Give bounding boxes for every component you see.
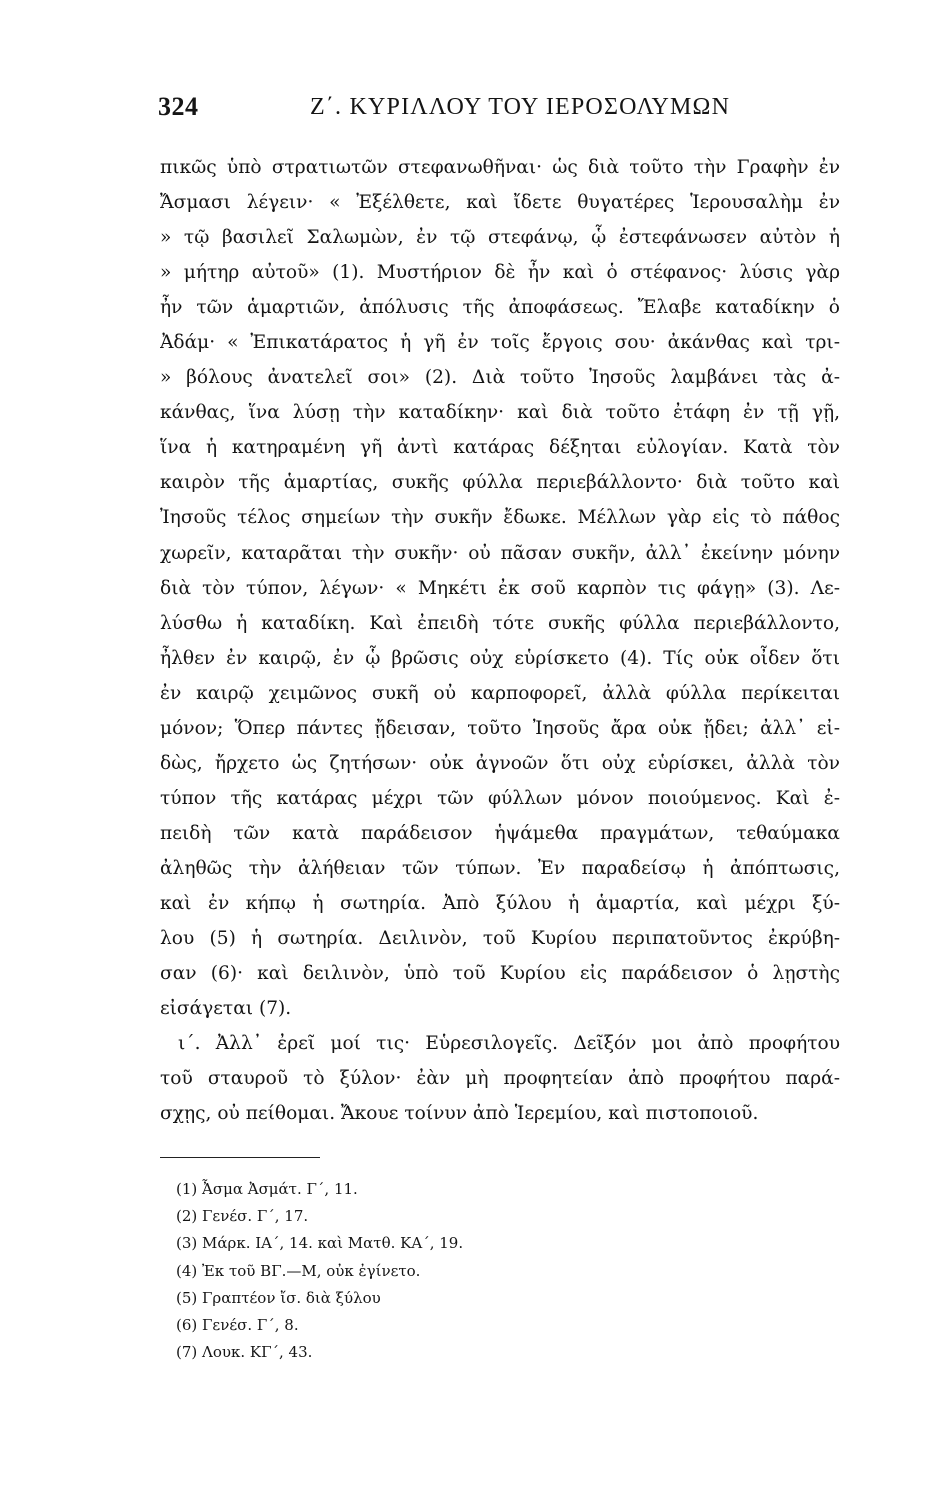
text-line: καὶ ἐν κήπῳ ἡ σωτηρία. Ἀπὸ ξύλου ἡ ἁμαρτία, καὶ μέχρι ξύ- (160, 892, 840, 914)
text-line: χωρεῖν, καταρᾶται τὴν συκῆν· οὐ πᾶσαν συκῆν, ἀλλ᾽ ἐκείνην μόνην (160, 542, 840, 564)
text-line: μόνον; Ὅπερ πάντες ᾔδεισαν, τοῦτο Ἰησοῦς ἄρα οὐκ ᾔδει; ἀλλ᾽ εἰ- (160, 717, 840, 739)
text-line: λου (5) ἡ σωτηρία. Δειλινὸν, τοῦ Κυρίου περιπατοῦντος ἐκρύβη- (160, 928, 840, 950)
page-number: 324 (158, 92, 199, 121)
text-line: ἦν τῶν ἁμαρτιῶν, ἀπόλυσις τῆς ἀποφάσεως. Ἔλαβε καταδίκην ὁ (160, 297, 840, 319)
text-line: » τῷ βασιλεῖ Σαλωμὼν, ἐν τῷ στεφάνῳ, ᾧ ἐστεφάνωσεν αὐτὸν ἡ (160, 227, 840, 249)
text-line: Ἄσμασι λέγειν· « Ἐξέλθετε, καὶ ἴδετε θυγατέρες Ἱερουσαλὴμ ἐν (160, 192, 840, 214)
footnote: (1) Ἆσμα Ἀσμάτ. Γ΄, 11. (176, 1180, 358, 1198)
text-line: ι΄. Ἀλλ᾽ ἐρεῖ μοί τις· Εὑρεσιλογεῖς. Δεῖξόν μοι ἀπὸ προφήτου (178, 1033, 840, 1055)
footnote: (3) Μάρκ. ΙΑ΄, 14. καὶ Ματθ. ΚΑ΄, 19. (176, 1234, 464, 1253)
text-line: ἦλθεν ἐν καιρῷ, ἐν ᾧ βρῶσις οὐχ εὑρίσκετο (4). Τίς οὐκ οἶδεν ὅτι (160, 647, 840, 669)
footnote: (7) Λουκ. ΚΓ΄, 43. (176, 1343, 313, 1362)
main-text (160, 150, 840, 1131)
footnote: (2) Γενέσ. Γ΄, 17. (176, 1207, 309, 1226)
text-line: ἐν καιρῷ χειμῶνος συκῆ οὐ καρποφορεῖ, ἀλλὰ φύλλα περίκειται (160, 682, 840, 704)
footnote: (6) Γενέσ. Γ΄, 8. (176, 1315, 299, 1334)
text-line: διὰ τὸν τύπον, λέγων· « Μηκέτι ἐκ σοῦ καρπὸν τις φάγῃ» (3). Λε- (160, 577, 840, 599)
text-line: ἀληθῶς τὴν ἀλήθειαν τῶν τύπων. Ἐν παραδείσῳ ἡ ἀπόπτωσις, (160, 857, 840, 879)
text-line: καιρὸν τῆς ἁμαρτίας, συκῆς φύλλα περιεβάλλοντο· διὰ τοῦτο καὶ (160, 472, 840, 494)
text-line: ἵνα ἡ κατηραμένη γῆ ἀντὶ κατάρας δέξηται εὐλογίαν. Κατὰ τὸν (160, 437, 840, 459)
text-line: » μήτηρ αὐτοῦ» (1). Μυστήριον δὲ ἦν καὶ ὁ στέφανος· λύσις γὰρ (160, 262, 840, 284)
text-line: τύπον τῆς κατάρας μέχρι τῶν φύλλων μόνον ποιούμενος. Καὶ ἐ- (160, 787, 840, 809)
footnote: (4) Ἐκ τοῦ ΒΓ.—Μ, οὐκ ἐγίνετο. (176, 1261, 421, 1280)
text-line: τοῦ σταυροῦ τὸ ξύλον· ἐὰν μὴ προφητείαν ἀπὸ προφήτου παρά- (160, 1068, 840, 1090)
footnote: (5) Γραπτέον ἴσ. διὰ ξύλου (176, 1288, 381, 1307)
text-line: εἰσάγεται (7). (160, 998, 292, 1020)
running-title: Ζ΄. ΚΥΡΙΛΛΟΥ ΤΟΥ ΙΕΡΟΣΟΛΥΜΩΝ (310, 94, 731, 120)
text-line: » βόλους ἀνατελεῖ σοι» (2). Διὰ τοῦτο Ἰησοῦς λαμβάνει τὰς ἀ- (160, 367, 840, 389)
text-line: πικῶς ὑπὸ στρατιωτῶν στεφανωθῆναι· ὡς διὰ τοῦτο τὴν Γραφὴν ἐν (160, 157, 840, 178)
text-line: σχῃς, οὐ πείθομαι. Ἄκουε τοίνυν ἀπὸ Ἱερεμίου, καὶ πιστοποιοῦ. (160, 1103, 759, 1125)
text-line: Ἀδάμ· « Ἐπικατάρατος ἡ γῆ ἐν τοῖς ἔργοις σου· ἀκάνθας καὶ τρι- (160, 332, 840, 354)
text-line: σαν (6)· καὶ δειλινὸν, ὑπὸ τοῦ Κυρίου εἰς παράδεισον ὁ λῃστὴς (160, 963, 840, 985)
footnote-rule (160, 1157, 320, 1158)
text-line: Ἰησοῦς τέλος σημείων τὴν συκῆν ἔδωκε. Μέλλων γὰρ εἰς τὸ πάθος (160, 507, 840, 529)
page-header (158, 92, 838, 132)
text-line: πειδὴ τῶν κατὰ παράδεισον ἡψάμεθα πραγμάτων, τεθαύμακα (160, 822, 840, 844)
text-line: δὼς, ἤρχετο ὡς ζητήσων· οὐκ ἀγνοῶν ὅτι οὐχ εὑρίσκει, ἀλλὰ τὸν (160, 752, 840, 774)
footnotes (176, 1176, 776, 1366)
text-line: κάνθας, ἵνα λύσῃ τὴν καταδίκην· καὶ διὰ τοῦτο ἐτάφη ἐν τῇ γῇ, (160, 402, 840, 424)
text-line: λύσθω ἡ καταδίκη. Καὶ ἐπειδὴ τότε συκῆς φύλλα περιεβάλλοντο, (160, 612, 840, 634)
